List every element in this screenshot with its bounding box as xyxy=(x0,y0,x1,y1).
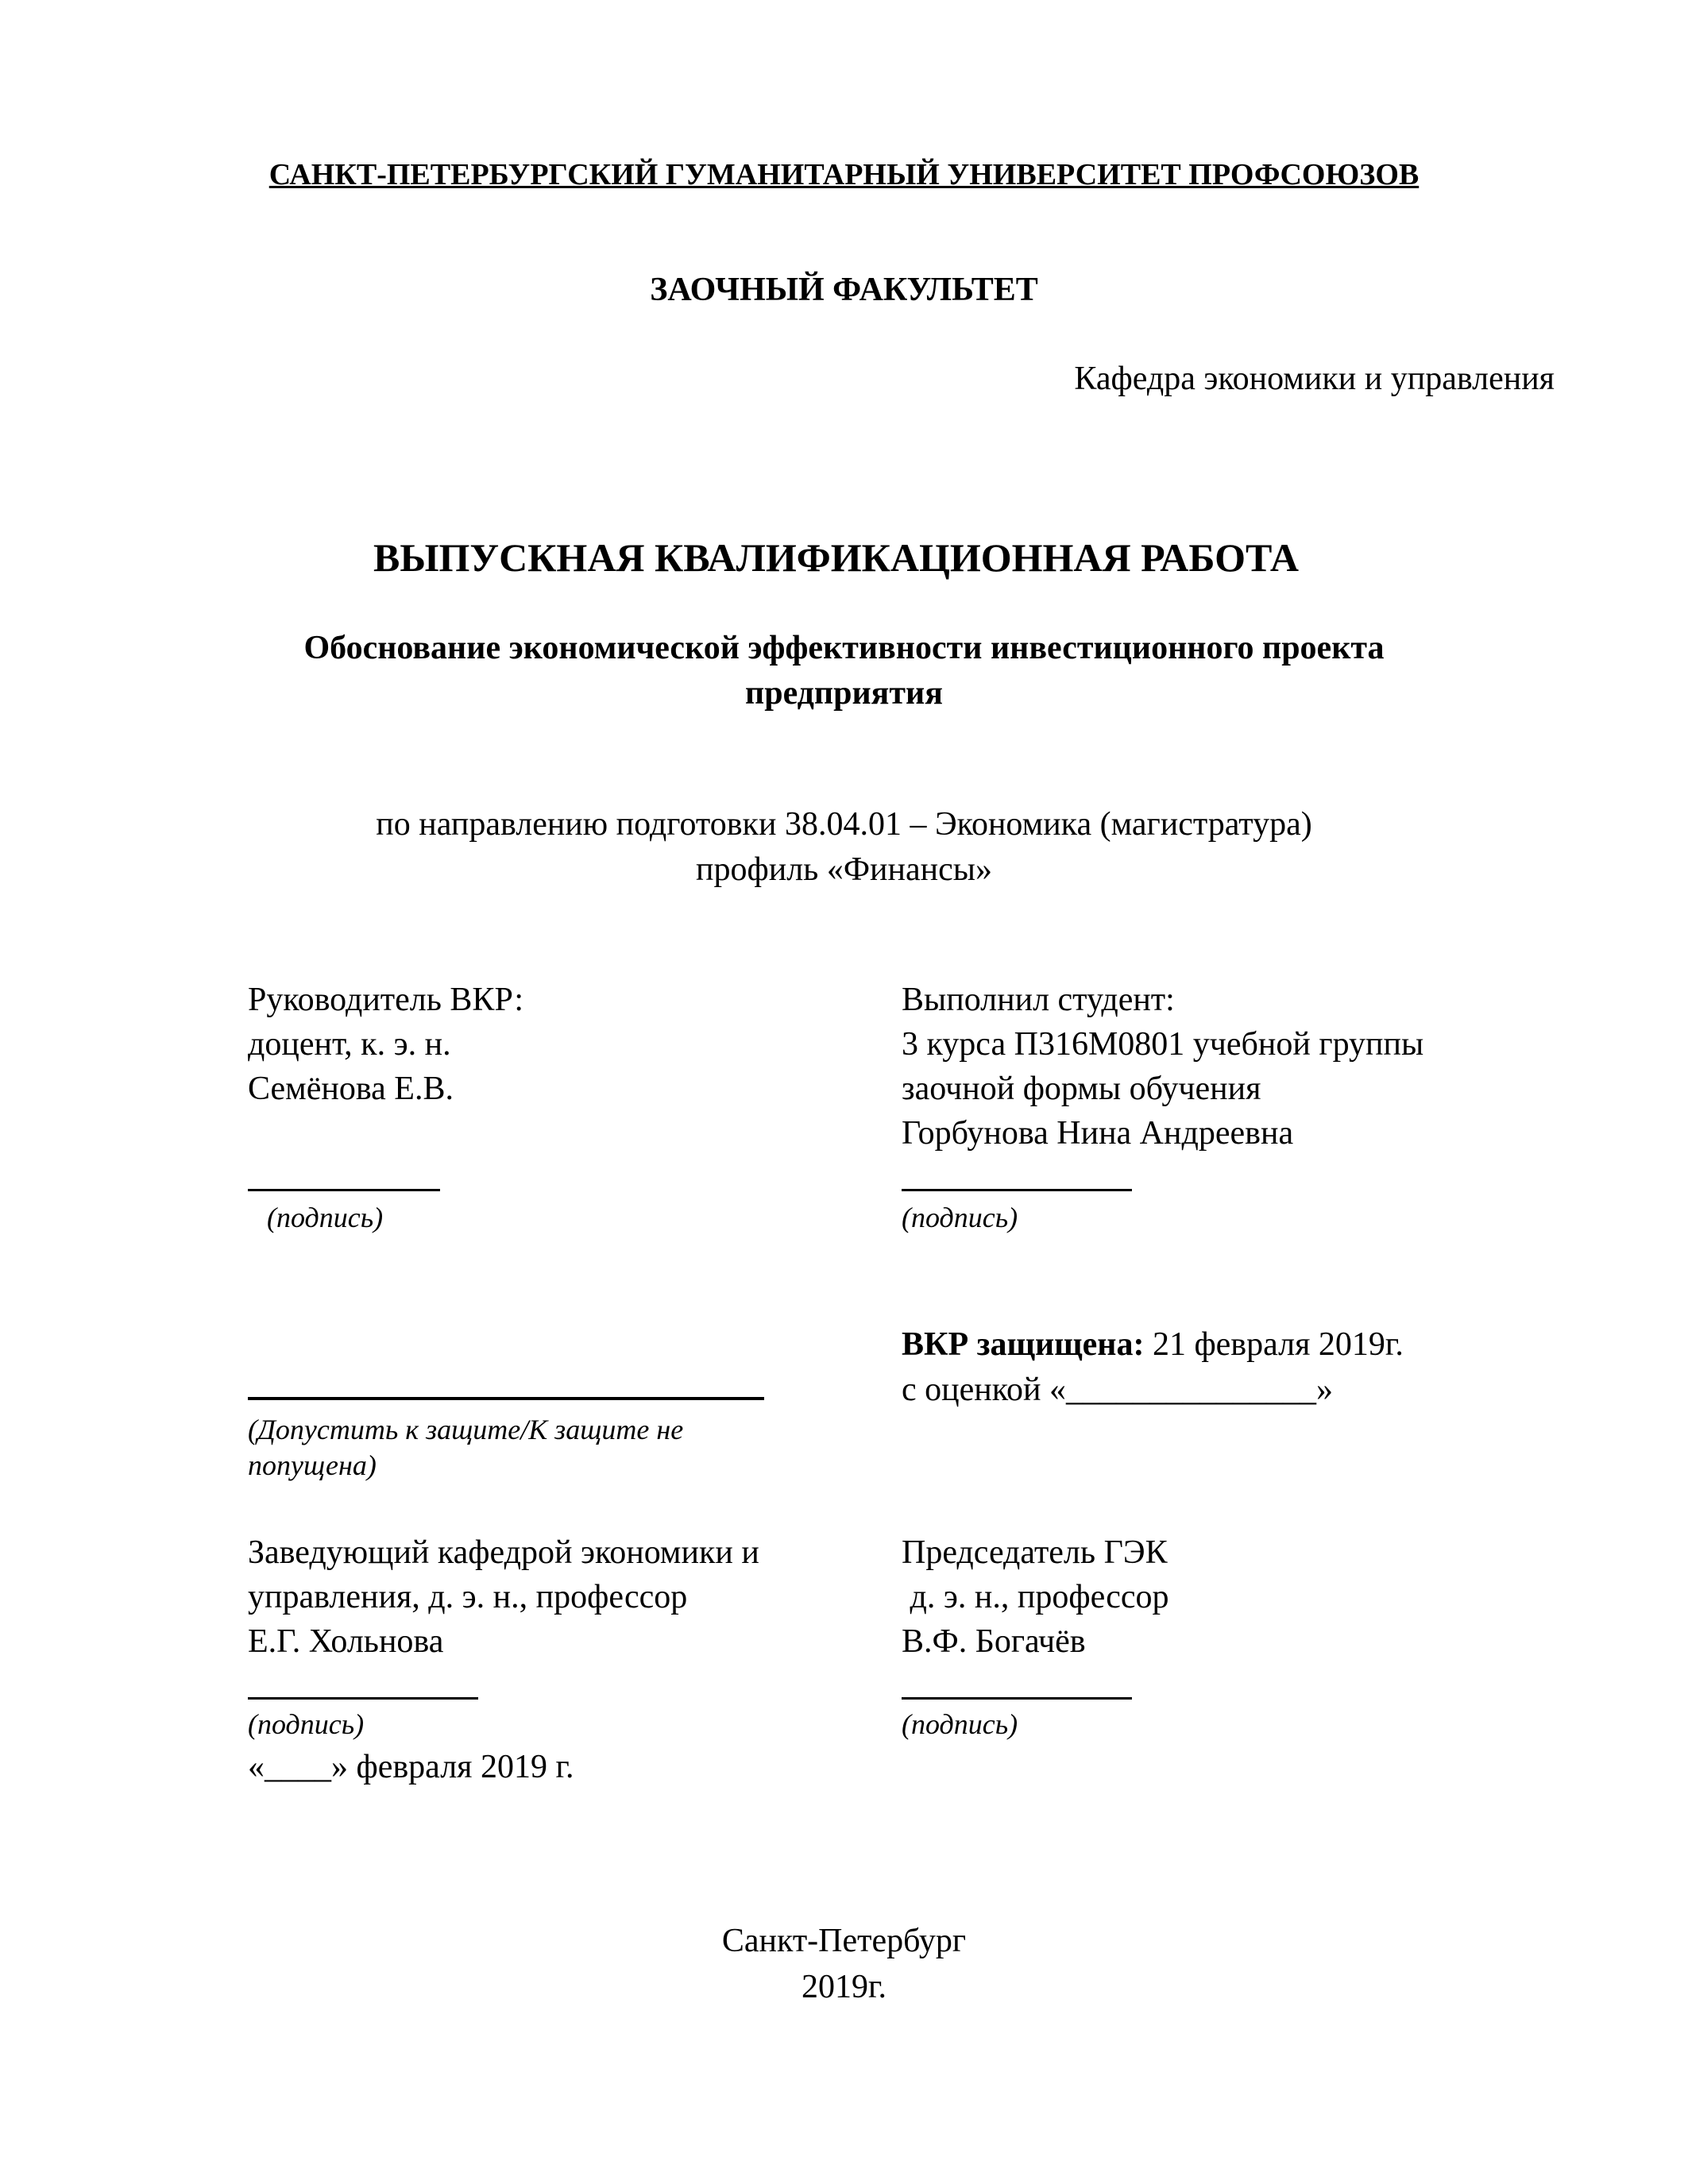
chairman-degree: д. э. н., профессор xyxy=(902,1579,1169,1615)
supervisor-signature-caption: (подпись) xyxy=(267,1202,384,1233)
student-group: 3 курса П316М0801 учебной группы xyxy=(902,1026,1424,1063)
defense-label: ВКР защищена: xyxy=(902,1326,1145,1363)
student-signature-line xyxy=(902,1189,1132,1191)
chairman-name: В.Ф. Богачёв xyxy=(902,1623,1086,1660)
defense-grade: с оценкой «_______________» xyxy=(902,1372,1333,1408)
chairman-signature-line xyxy=(902,1697,1132,1700)
admission-caption-1: (Допустить к защите/К защите не xyxy=(248,1414,684,1445)
head-signature-line xyxy=(248,1697,478,1700)
head-signature-caption: (подпись) xyxy=(248,1708,365,1740)
direction: по направлению подготовки 38.04.01 – Экономика (магистратура) xyxy=(376,806,1312,843)
chairman-label: Председатель ГЭК xyxy=(902,1534,1168,1571)
head-date: «____» февраля 2019 г. xyxy=(248,1749,574,1785)
topic-line-1: Обоснование экономической эффективности инвестиционного проекта xyxy=(303,630,1385,666)
university-name: САНКТ-ПЕТЕРБУРГСКИЙ ГУМАНИТАРНЫЙ УНИВЕРСИТЕТ ПРОФСОЮЗОВ xyxy=(268,158,1420,191)
city: Санкт-Петербург xyxy=(721,1923,967,1959)
supervisor-degree: доцент, к. э. н. xyxy=(248,1026,451,1063)
document-title: ВЫПУСКНАЯ КВАЛИФИКАЦИОННАЯ РАБОТА xyxy=(373,535,1299,580)
head-line-1: Заведующий кафедрой экономики и xyxy=(248,1534,759,1571)
student-label: Выполнил студент: xyxy=(902,982,1175,1018)
head-name: Е.Г. Хольнова xyxy=(248,1623,444,1660)
chairman-signature-caption: (подпись) xyxy=(902,1708,1018,1740)
faculty-name: ЗАОЧНЫЙ ФАКУЛЬТЕТ xyxy=(650,272,1038,308)
department-name: Кафедра экономики и управления xyxy=(1074,361,1555,397)
head-line-2: управления, д. э. н., профессор xyxy=(248,1579,688,1615)
year: 2019г. xyxy=(802,1969,886,2005)
profile: профиль «Финансы» xyxy=(696,851,992,888)
supervisor-name: Семёнова Е.В. xyxy=(248,1071,454,1107)
student-name: Горбунова Нина Андреевна xyxy=(902,1115,1294,1152)
defense-date: 21 февраля 2019г. xyxy=(1144,1326,1404,1363)
admission-caption-2: попущена) xyxy=(248,1449,377,1481)
admission-line xyxy=(248,1397,764,1400)
student-form: заочной формы обучения xyxy=(902,1071,1261,1107)
student-signature-caption: (подпись) xyxy=(902,1202,1018,1233)
supervisor-signature-line xyxy=(248,1189,440,1191)
topic-line-2: предприятия xyxy=(745,675,943,712)
supervisor-label: Руководитель ВКР: xyxy=(248,982,524,1018)
